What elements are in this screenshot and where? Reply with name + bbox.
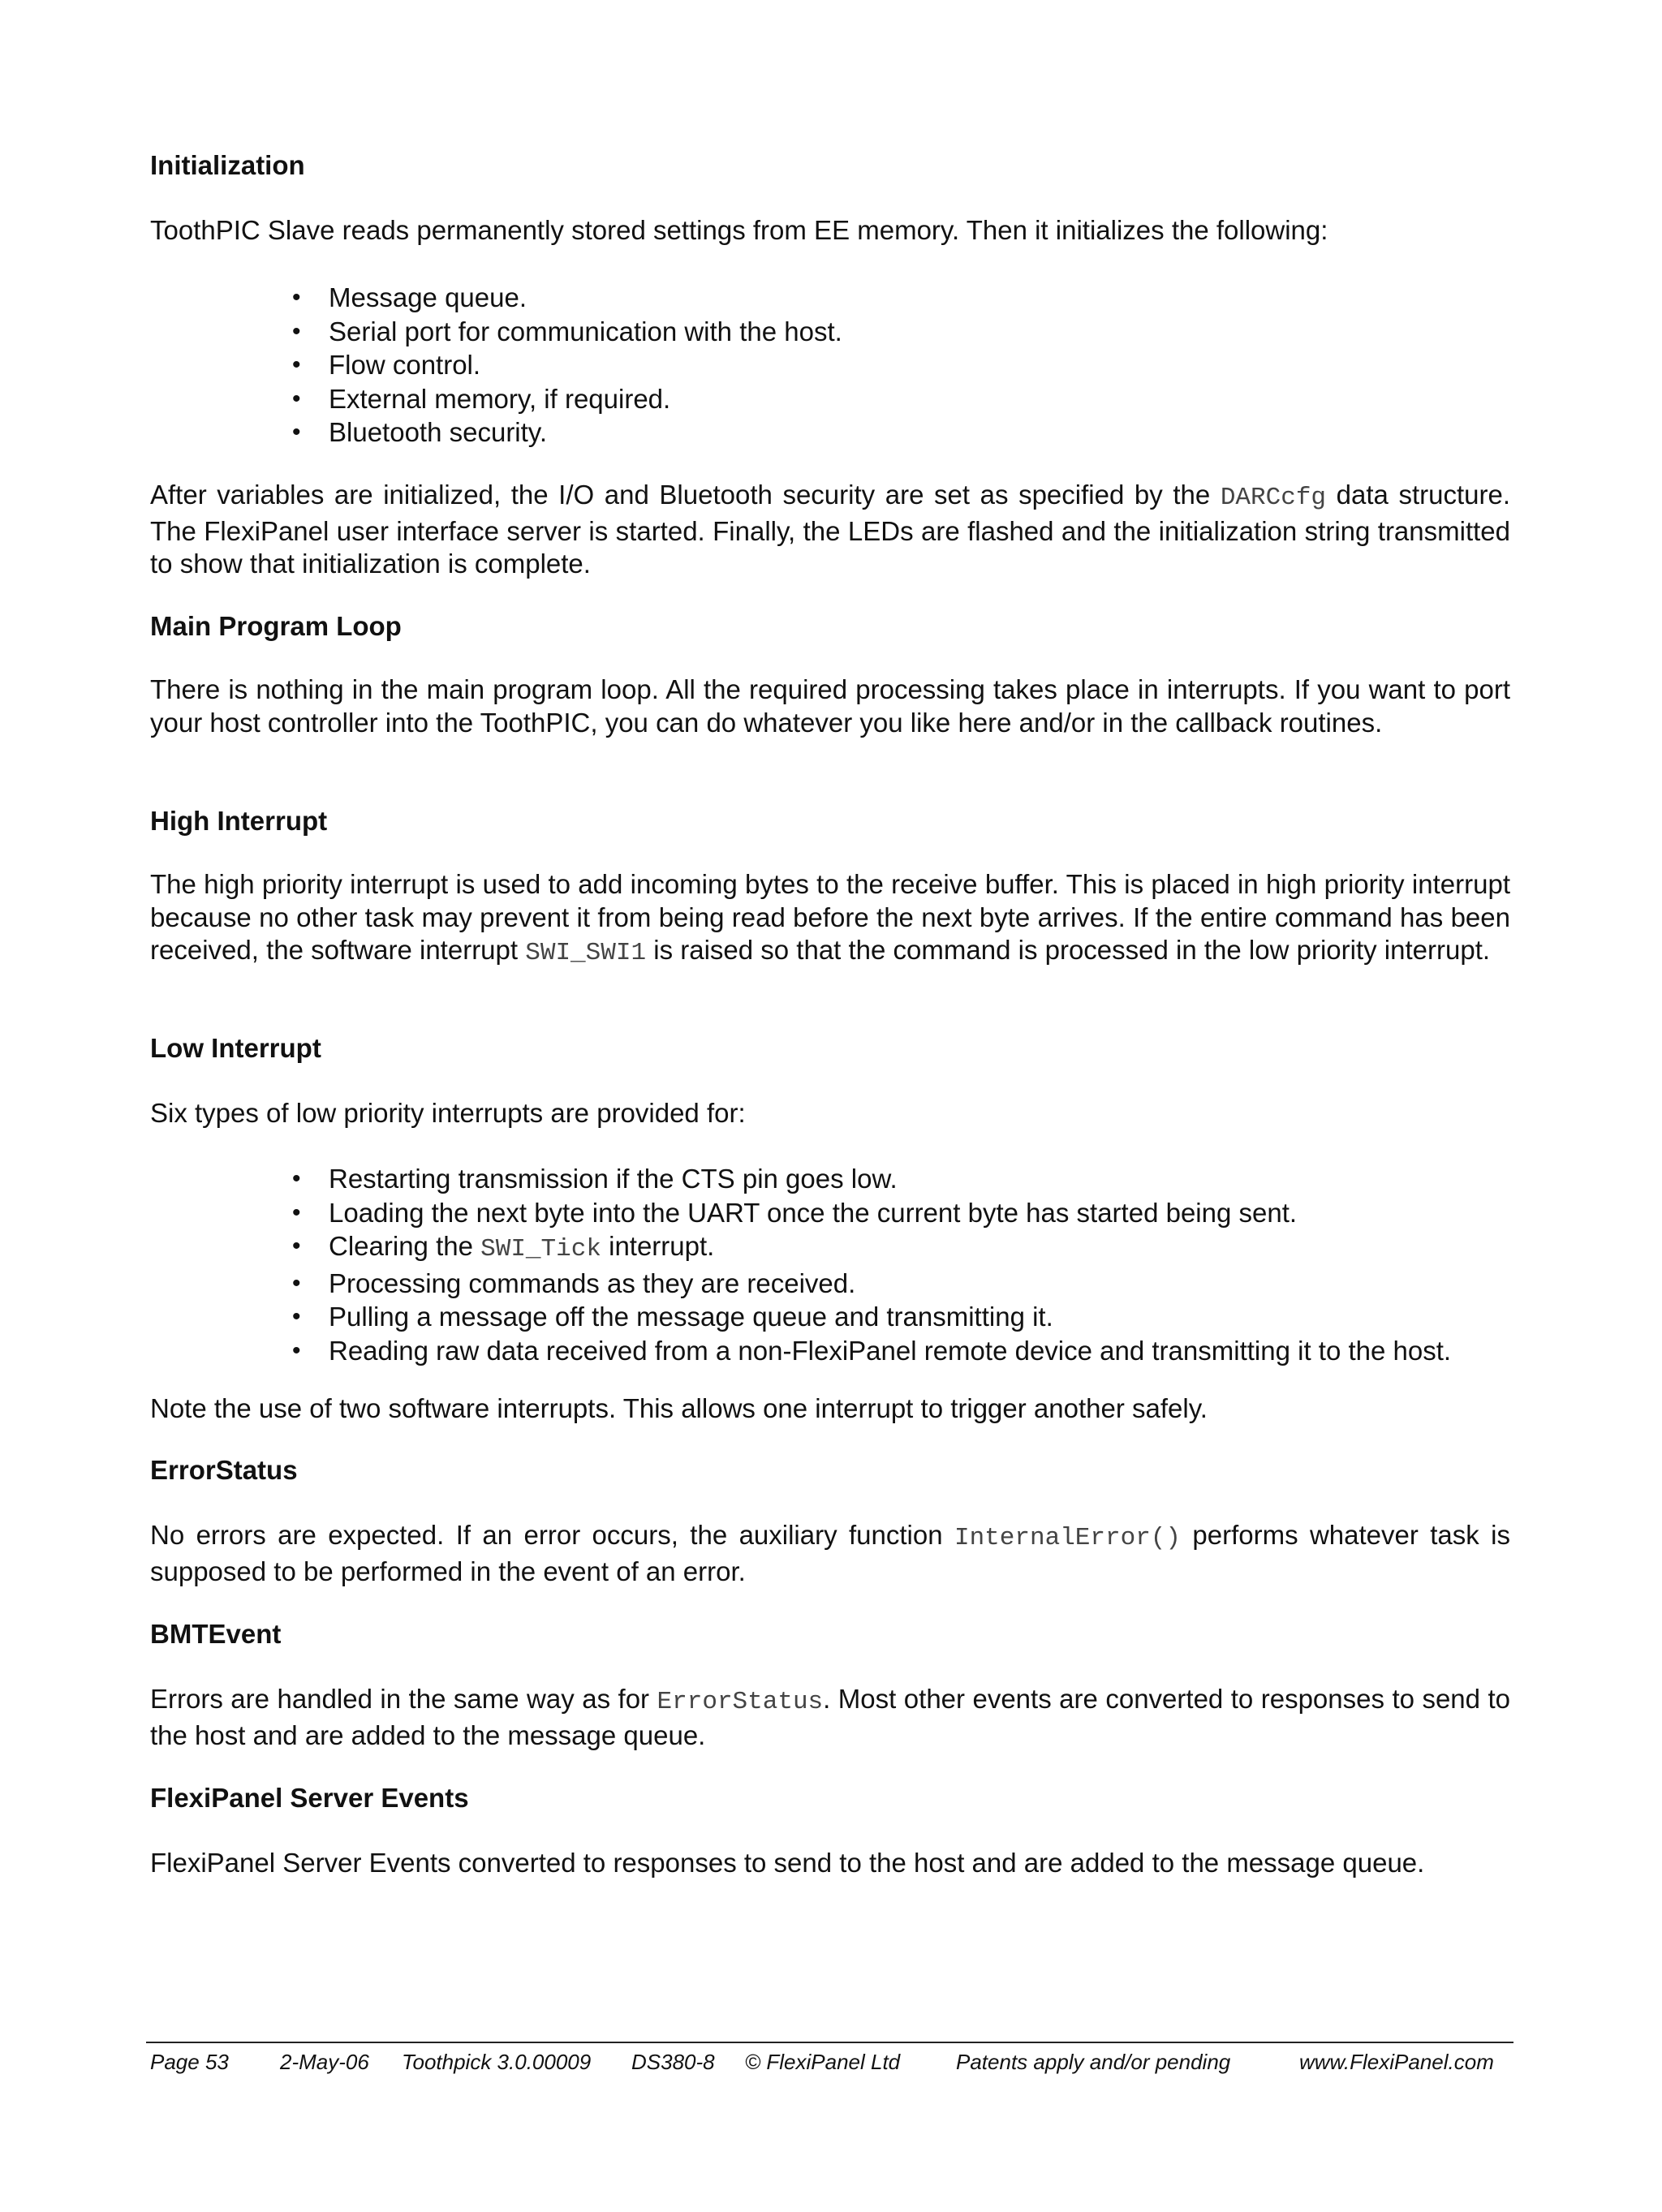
bullet-icon: • — [292, 284, 301, 311]
server-events-paragraph: FlexiPanel Server Events converted to responses to send to the host and are added to the message queue. — [150, 1848, 1425, 1878]
list-item — [292, 415, 842, 450]
paragraph-text: . Most other events are converted to responses to send to the host and are added to the message queue. — [150, 1684, 1511, 1750]
inline-code-swi-tick: SWI_Tick — [480, 1235, 601, 1263]
bullet-icon: • — [292, 1303, 301, 1330]
paragraph-text: The high priority interrupt is used to add incoming bytes to the receive buffer. This is placed in high priority interrupt because no other task may prevent it from being read before the next byte arrives. If the entire command has been received, the software interrupt — [150, 869, 1510, 965]
bullet-icon: • — [292, 1233, 301, 1259]
initialization-intro: ToothPIC Slave reads permanently stored settings from EE memory. Then it initializes the following: — [150, 215, 1328, 245]
list-item — [292, 1196, 1451, 1230]
bullet-icon: • — [292, 317, 301, 345]
list-item — [292, 1229, 1451, 1267]
footer-page-number: Page 53 — [150, 2050, 229, 2074]
footer-product: Toothpick 3.0.00009 — [402, 2050, 592, 2074]
bmtevent-paragraph — [150, 1683, 1510, 1752]
list-item-text: Flow control. — [329, 350, 481, 380]
bullet-icon: • — [292, 385, 301, 412]
section-heading-low-interrupt: Low Interrupt — [150, 1033, 321, 1063]
inline-code-internalerror: InternalError() — [954, 1524, 1182, 1552]
inline-code-errorstatus: ErrorStatus — [657, 1688, 824, 1716]
bullet-icon: • — [292, 1199, 301, 1226]
list-item-text: Restarting transmission if the CTS pin goes low. — [329, 1164, 898, 1194]
list-item-text: Loading the next byte into the UART once the current byte has started being sent. — [329, 1197, 1298, 1228]
list-item-text: Message queue. — [329, 282, 527, 312]
main-loop-paragraph: There is nothing in the main program loop. All the required processing takes place in interrupts. If you want to port your host controller into the ToothPIC, you can do whatever you like here and/or in the callback routines. — [150, 674, 1510, 738]
bullet-icon: • — [292, 419, 301, 445]
footer-copyright: © FlexiPanel Ltd — [745, 2050, 901, 2074]
list-item — [292, 315, 842, 349]
list-item — [292, 281, 842, 315]
section-heading-server-events: FlexiPanel Server Events — [150, 1783, 469, 1813]
section-heading-initialization: Initialization — [150, 150, 305, 180]
list-item-text: interrupt. — [601, 1231, 715, 1261]
section-heading-main-loop: Main Program Loop — [150, 611, 402, 641]
list-item — [292, 1267, 1451, 1301]
paragraph-text: No errors are expected. If an error occurs, the auxiliary function — [150, 1520, 954, 1550]
initialization-list — [292, 281, 842, 450]
list-item — [292, 1300, 1451, 1334]
list-item — [292, 1162, 1451, 1196]
footer-divider — [146, 2042, 1513, 2043]
list-item — [292, 382, 842, 416]
list-item-text: Processing commands as they are received. — [329, 1267, 856, 1298]
section-heading-errorstatus: ErrorStatus — [150, 1455, 298, 1485]
paragraph-text: is raised so that the command is processed in the low priority interrupt. — [646, 935, 1491, 965]
section-heading-high-interrupt: High Interrupt — [150, 806, 328, 836]
bullet-icon: • — [292, 1336, 301, 1364]
list-item — [292, 1334, 1452, 1368]
list-item-text: Clearing the — [329, 1231, 481, 1261]
low-interrupt-note: Note the use of two software interrupts. This allows one interrupt to trigger another safely. — [150, 1393, 1208, 1423]
footer-date: 2-May-06 — [280, 2050, 369, 2074]
list-item-text: Serial port for communication with the host. — [329, 316, 842, 346]
paragraph-text: Errors are handled in the same way as for — [150, 1684, 657, 1714]
initialization-after-paragraph — [150, 479, 1510, 581]
bullet-icon: • — [292, 1269, 301, 1297]
footer-website: www.FlexiPanel.com — [1299, 2050, 1494, 2074]
high-interrupt-paragraph — [150, 868, 1510, 970]
list-item — [292, 348, 842, 382]
list-item-text: Pulling a message off the message queue and transmitting it. — [329, 1302, 1053, 1332]
paragraph-text: data structure. The FlexiPanel user interface server is started. Finally, the LEDs are flashed and the initialization string transmitted to show that initialization is complete. — [150, 480, 1510, 579]
page-footer — [150, 2050, 1510, 2079]
list-item-text: Bluetooth security. — [329, 417, 548, 447]
footer-patents: Patents apply and/or pending — [956, 2050, 1231, 2074]
section-heading-bmtevent: BMTEvent — [150, 1619, 282, 1649]
inline-code-darccfg: DARCcfg — [1220, 484, 1327, 512]
low-interrupt-list — [292, 1162, 1452, 1367]
paragraph-text: After variables are initialized, the I/O and Bluetooth security are set as specified by the — [150, 480, 1221, 510]
bullet-icon: • — [292, 1165, 301, 1192]
list-item-text: External memory, if required. — [329, 383, 671, 414]
inline-code-swi-swi1: SWI_SWI1 — [525, 939, 647, 967]
errorstatus-paragraph — [150, 1519, 1510, 1588]
paragraph-text: performs whatever task is supposed to be performed in the event of an error. — [150, 1520, 1511, 1586]
footer-doc-id: DS380-8 — [631, 2050, 715, 2074]
list-item-text: Reading raw data received from a non-FlexiPanel remote device and transmitting it to the host. — [329, 1335, 1452, 1366]
bullet-icon: • — [292, 351, 301, 378]
low-interrupt-intro: Six types of low priority interrupts are provided for: — [150, 1098, 746, 1128]
